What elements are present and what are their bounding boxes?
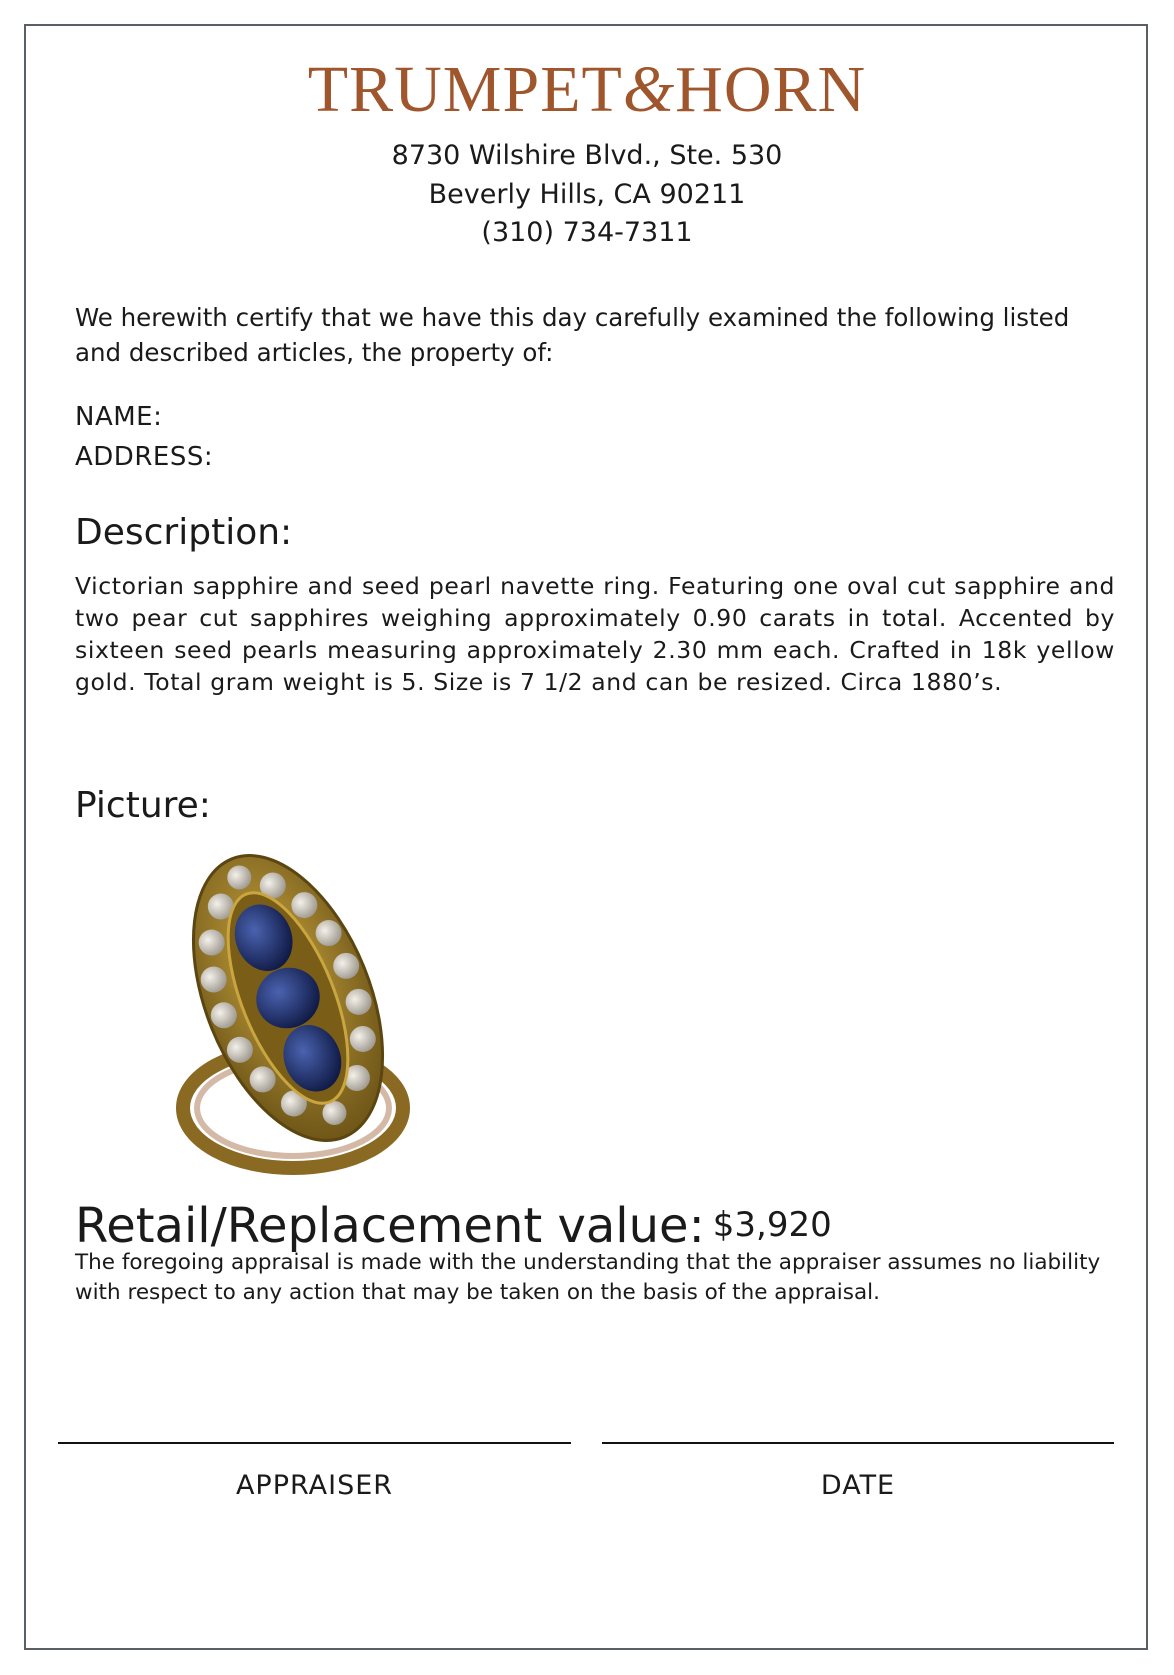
valuation-label: Retail/Replacement value: (75, 1198, 705, 1254)
brand-logo (0, 52, 1174, 128)
description-heading: Description: (75, 512, 293, 553)
certification-text: We herewith certify that we have this day carefully examined the following listed and described articles, the property of: (75, 303, 1070, 367)
brand-ampersand: & (622, 53, 676, 126)
brand-name-left: TRUMPET (307, 53, 623, 126)
picture-heading: Picture: (75, 785, 211, 826)
address-label: ADDRESS: (75, 442, 214, 472)
brand-name-right: HORN (675, 53, 867, 126)
description-text: Victorian sapphire and seed pearl navette ring. Featuring one oval cut sapphire and two pear cut sapphires weighing approximately 0.90 carats in total. Accented by sixteen seed pearls measuring approximately 2.30 mm each. Crafted in 18k yellow gold. Total gram weight is 5. Size is 7 1/2 and can be resized. Circa 1880’s. (75, 572, 1115, 696)
page-border (24, 24, 1148, 1650)
address-line2: Beverly Hills, CA 90211 (428, 179, 746, 210)
ring-photo (118, 838, 462, 1190)
date-label: DATE (820, 1470, 896, 1501)
appraiser-signature-line (58, 1442, 571, 1444)
appraiser-label: APPRAISER (235, 1470, 394, 1501)
date-signature-line (602, 1442, 1114, 1444)
disclaimer-text: The foregoing appraisal is made with the understanding that the appraiser assumes no liability with respect to any action that may be taken on the basis of the appraisal. (75, 1250, 1101, 1305)
name-label: NAME: (75, 402, 163, 432)
address-line1: 8730 Wilshire Blvd., Ste. 530 (391, 140, 783, 171)
address-phone: (310) 734-7311 (481, 217, 693, 248)
valuation-amount: $3,920 (712, 1205, 832, 1245)
valuation-line (75, 1198, 832, 1254)
